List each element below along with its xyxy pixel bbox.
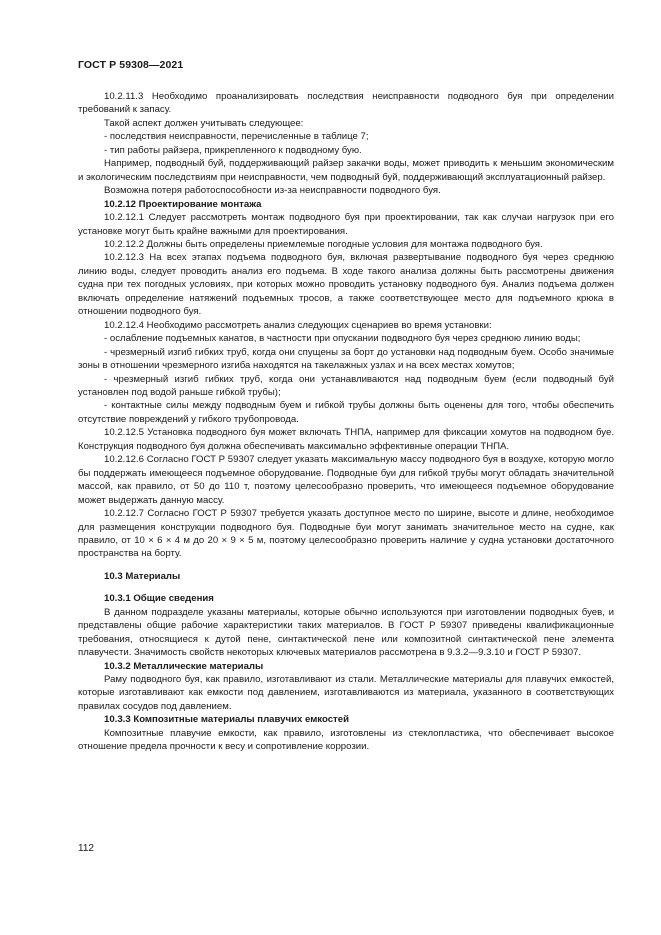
paragraph: 10.2.12.2 Должны быть определены приемлемые погодные условия для монтажа подводного буя.	[104, 238, 543, 250]
paragraph: 10.2.12.1 Следует рассмотреть монтаж подводного буя при проектировании, так как случаи нагрузок при его установке могут быть крайне важными для проектирования.	[78, 212, 614, 237]
subsection-heading: 10.2.12 Проектирование монтажа	[104, 198, 262, 210]
list-item: - контактные силы между подводным буем и гибкой трубы должны быть оценены для того, чтобы обеспечить отсутствие повреждений у гибкого трубопровода.	[78, 400, 614, 425]
subsection-heading: 10.3.2 Металлические материалы	[104, 660, 264, 672]
list-item: - последствия неисправности, перечисленные в таблице 7;	[104, 131, 369, 143]
paragraph: 10.2.12.3 На всех этапах подъема подводного буя, включая развертывание подводного буя через среднюю линию воды, следует проводить анализ его подъема. В ходе такого анализа должны быть рассмотрены движения судна при тех погодных условиях, при которых можно проводить установку подводного буя. Анализ подъема должен включать определение натяжений подъемных тросов, а также соответствующее место для подъемного крюка в отношении подводного буя.	[78, 252, 614, 318]
paragraph: 10.2.12.4 Необходимо рассмотреть анализ следующих сценариев во время установки:	[104, 319, 492, 331]
paragraph: 10.2.11.3 Необходимо проанализировать последствия неисправности подводного буя при определении требований к запасу.	[78, 91, 614, 116]
paragraph: 10.2.12.7 Согласно ГОСТ Р 59307 требуется указать доступное место по ширине, высоте и длине, необходимое для размещения конструкции подводного буя. Подводные буи могут занимать значительное место на судне, как правило, от 10 × 6 × 4 м до 20 × 9 × 5 м, поэтому целесообразно проверить наличие у судна установки достаточного пространства на борту.	[78, 508, 614, 560]
document-header: ГОСТ Р 59308—2021	[78, 59, 184, 71]
list-item: - тип работы райзера, прикрепленного к подводному бую.	[104, 144, 362, 156]
paragraph: Например, подводный буй, поддерживающий райзер закачки воды, может приводить к меньшим экономическим и экологическим последствиям при неисправности, чем подводный буй, поддерживающий эксплуатационный райзер.	[78, 158, 614, 183]
page-number: 112	[78, 843, 94, 854]
paragraph: Возможна потеря работоспособности из-за неисправности подводного буя.	[104, 185, 441, 197]
list-item: - ослабление подъемных канатов, в частности при опускании подводного буя через среднюю линию воды;	[104, 333, 581, 345]
paragraph: Композитные плавучие емкости, как правило, изготовлены из стеклопластика, что обеспечивает высокое отношение предела прочности к весу и сопротивление коррозии.	[78, 727, 614, 753]
paragraph: 10.2.12.6 Согласно ГОСТ Р 59307 следует указать максимальную массу подводного буя в воздухе, которую могло бы поддержать имеющееся подъемное оборудование. Подводные буи для гибкой трубы могут обладать значительной массой, как правило, от 50 до 110 т, поэтому целесообразно проверить, что имеющееся подъемное оборудование может выдержать данную массу.	[78, 454, 614, 506]
paragraph: Такой аспект должен учитывать следующее:	[104, 117, 304, 129]
paragraph: 10.2.12.5 Установка подводного буя может включать ТНПА, например для фиксации хомутов на подводном буе. Конструкция подводного буя должна обеспечивать максимально эффективные операции ТНПА.	[78, 427, 614, 452]
list-item: - чрезмерный изгиб гибких труб, когда они устанавливаются над подводным буем (если подводный буй установлен под водой раньше гибкой трубы);	[78, 373, 614, 398]
section-heading: 10.3 Материалы	[104, 570, 181, 582]
paragraph: Раму подводного буя, как правило, изготавливают из стали. Металлические материалы для плавучих емкостей, которые изготавливают как емкости под давлением, изготавливаются из материала, указанного в соответствующих правилах сосудов под давлением.	[78, 674, 614, 712]
body-text	[78, 90, 614, 754]
paragraph: В данном подразделе указаны материалы, которые обычно используются при изготовлении подводных буев, и представлены общие рабочие характеристики таких материалов. В ГОСТ Р 59307 приведены квалификационные требования, относящиеся к дутой пене, синтактической пене или композитной синтактической пене элемента плавучести. Значимость свойств некоторых ключевых материалов рассмотрена в 9.3.2—9.3.10 и ГОСТ Р 59307.	[78, 606, 614, 659]
subsection-heading: 10.3.3 Композитные материалы плавучих емкостей	[104, 714, 349, 726]
subsection-heading: 10.3.1 Общие сведения	[104, 593, 214, 605]
list-item: - чрезмерный изгиб гибких труб, когда они спущены за борт до установки над подводным буем. Особо значимые зоны в отношении чрезмерного изгиба находятся на такелажных узлах и на всех местах хомутов;	[78, 346, 614, 372]
